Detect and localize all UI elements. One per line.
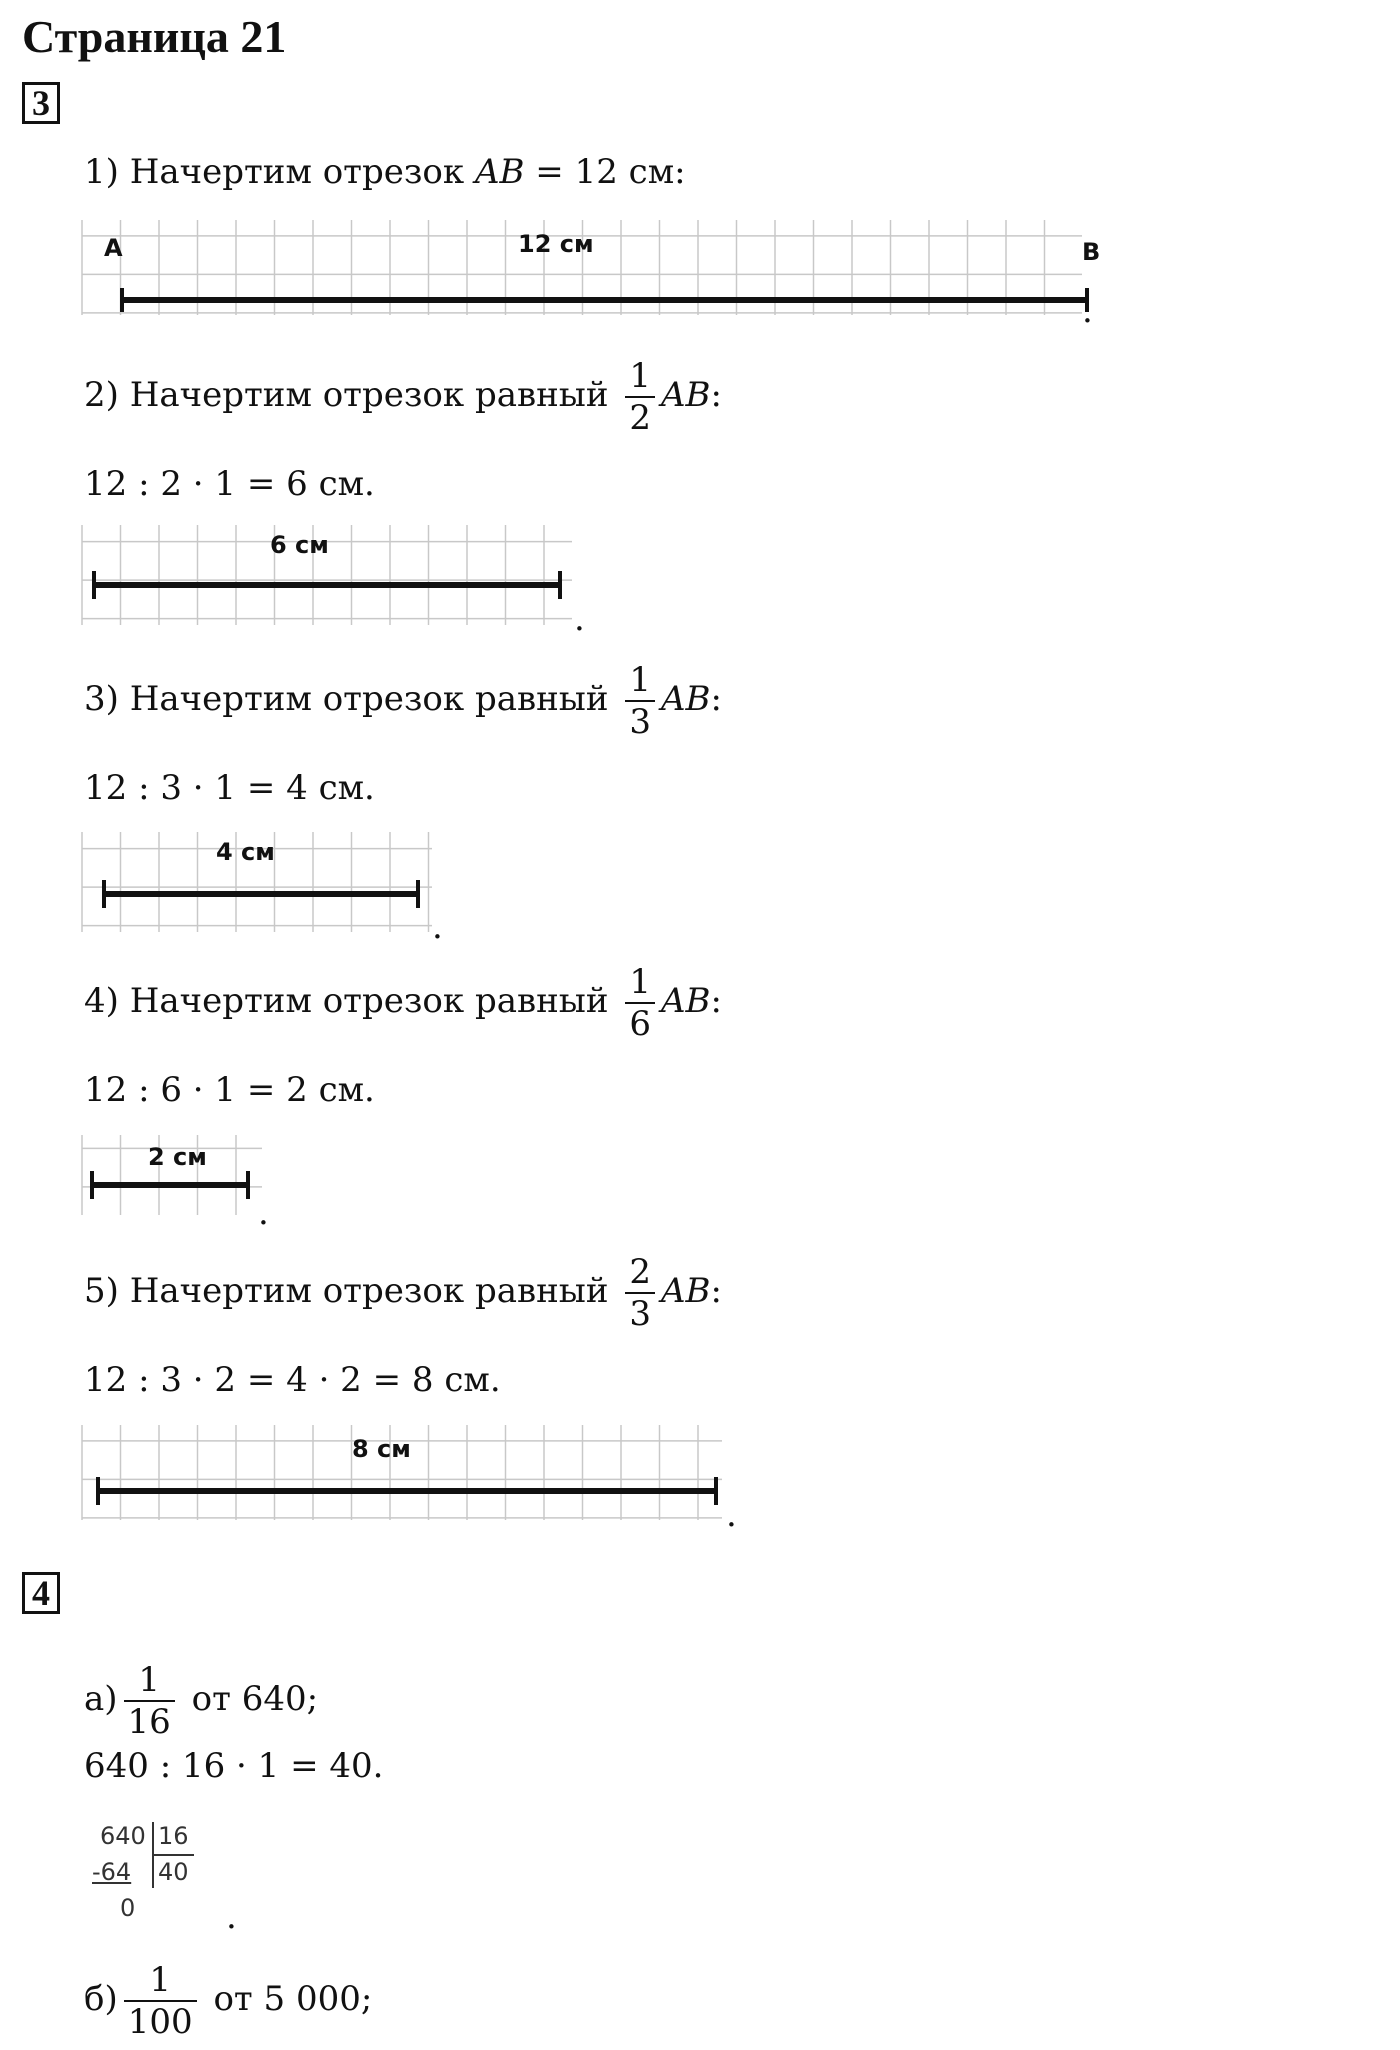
part-a-calculation: 640 : 16 · 1 = 40. (84, 1746, 384, 1786)
page-title: Страница 21 (22, 11, 287, 62)
step-3-calculation: 12 : 3 · 1 = 4 см. (84, 768, 375, 808)
step-3-label: 3) Начертим отрезок равный (84, 679, 620, 719)
step-2-fraction (625, 356, 655, 438)
step-1-var: AB (474, 152, 525, 192)
step-4-numerator: 1 (625, 962, 655, 1004)
step-2-label: 2) Начертим отрезок равный (84, 375, 620, 415)
step-2-text (84, 356, 722, 438)
step-1-expr: = 12 см: (524, 152, 686, 192)
step-5-text (84, 1252, 722, 1334)
step-5-fraction (625, 1252, 655, 1334)
step-2-numerator: 1 (625, 356, 655, 398)
step-2-denominator: 2 (629, 398, 651, 438)
step-3-numerator: 1 (625, 660, 655, 702)
step-4-fraction (625, 962, 655, 1044)
step-1-text (84, 150, 686, 194)
part-a-fraction (124, 1660, 175, 1742)
division-dividend: 640 (100, 1822, 146, 1850)
step-4-calculation: 12 : 6 · 1 = 2 см. (84, 1070, 375, 1110)
segment-4cm-length-label: 4 см (216, 838, 275, 866)
part-a-numerator: 1 (124, 1660, 175, 1702)
step-3-var: AB (660, 679, 711, 719)
step-1-label: 1) Начертим отрезок (84, 152, 475, 192)
segment-ab-length-label: 12 см (518, 230, 594, 258)
point-b-label: В (1082, 238, 1101, 266)
task-number-4: 4 (22, 1572, 60, 1614)
long-division (84, 1822, 214, 1922)
step-3-denominator: 3 (629, 702, 651, 742)
grid-segment-2cm (82, 1135, 272, 1225)
part-b-fraction (124, 1960, 197, 2042)
grid-segment-ab (82, 220, 1101, 320)
part-b-denominator: 100 (127, 2002, 193, 2042)
division-divisor: 16 (158, 1822, 189, 1850)
step-4-label: 4) Начертим отрезок равный (84, 981, 620, 1021)
division-remainder: 0 (120, 1894, 136, 1922)
step-2-var: AB (660, 375, 711, 415)
part-a-denominator: 16 (127, 1702, 171, 1742)
step-4-denominator: 6 (629, 1004, 651, 1044)
step-3-fraction (625, 660, 655, 742)
step-5-colon: : (710, 1271, 722, 1311)
point-a-label: А (104, 234, 123, 262)
step-2-colon: : (710, 375, 722, 415)
step-1-period: . (1082, 291, 1093, 331)
part-a-prefix: а) (84, 1679, 118, 1719)
step-3-text (84, 660, 722, 742)
grid-segment-4cm (82, 832, 443, 947)
step-4-text (84, 962, 722, 1044)
part-a-period: . (226, 1897, 237, 1937)
step-5-numerator: 2 (625, 1252, 655, 1294)
division-subtract: -64 (92, 1858, 132, 1886)
division-horizontal-bar (152, 1854, 194, 1856)
step-4-var: AB (660, 981, 711, 1021)
grid-segment-6cm (82, 525, 582, 635)
part-a-rest: от 640; (180, 1679, 319, 1719)
step-4-colon: : (710, 981, 722, 1021)
part-a-text (84, 1660, 318, 1742)
part-b-numerator: 1 (124, 1960, 197, 2002)
step-2-period: . (574, 599, 585, 639)
step-5-label: 5) Начертим отрезок равный (84, 1271, 620, 1311)
part-b-prefix: б) (84, 1979, 118, 2019)
step-3-colon: : (710, 679, 722, 719)
division-quotient: 40 (158, 1858, 189, 1886)
segment-2cm-length-label: 2 см (148, 1143, 207, 1171)
step-2-calculation: 12 : 2 · 1 = 6 см. (84, 464, 375, 504)
segment-6cm-length-label: 6 см (270, 531, 329, 559)
task-number-3: 3 (22, 82, 60, 124)
step-3-period: . (432, 907, 443, 947)
step-5-period: . (726, 1495, 737, 1535)
step-5-denominator: 3 (629, 1294, 651, 1334)
segment-8cm-length-label: 8 см (352, 1435, 411, 1463)
part-b-rest: от 5 000; (202, 1979, 373, 2019)
part-b-text (84, 1960, 372, 2042)
step-4-period: . (258, 1193, 269, 1233)
step-5-calculation: 12 : 3 · 2 = 4 · 2 = 8 см. (84, 1360, 501, 1400)
grid-segment-8cm (82, 1425, 732, 1525)
step-5-var: AB (660, 1271, 711, 1311)
